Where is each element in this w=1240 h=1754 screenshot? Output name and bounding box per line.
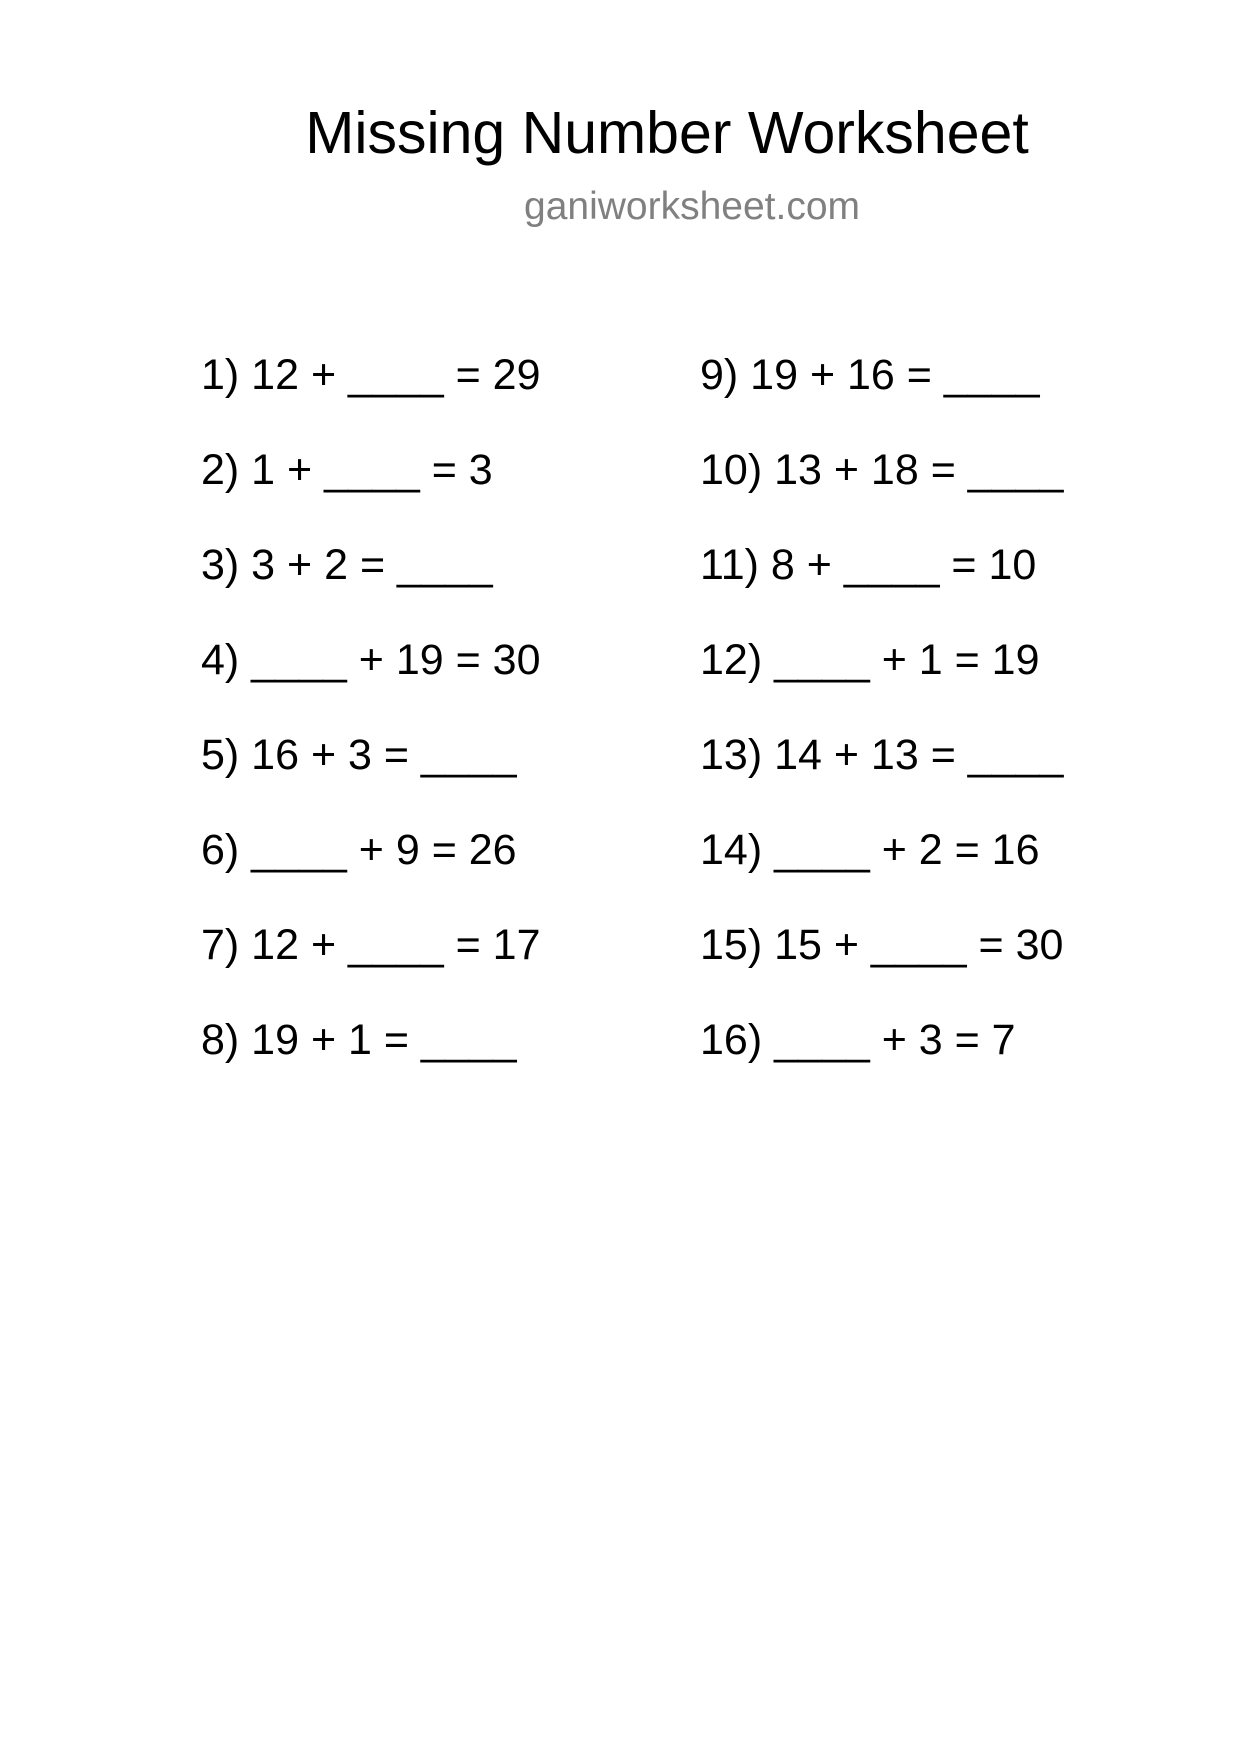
- problem-12: 12) ____ + 1 = 19: [700, 636, 1040, 684]
- problem-8: 8) 19 + 1 = ____: [201, 1016, 517, 1064]
- problem-9: 9) 19 + 16 = ____: [700, 351, 1040, 399]
- website-url: ganiworksheet.com: [524, 185, 860, 228]
- problem-10: 10) 13 + 18 = ____: [700, 446, 1064, 494]
- problem-2: 2) 1 + ____ = 3: [201, 446, 493, 494]
- problem-1: 1) 12 + ____ = 29: [201, 351, 541, 399]
- worksheet-title: Missing Number Worksheet: [305, 100, 1029, 166]
- problem-13: 13) 14 + 13 = ____: [700, 731, 1064, 779]
- problems-column-right: [700, 351, 1064, 1114]
- problem-11: 11) 8 + ____ = 10: [700, 541, 1037, 589]
- problem-16: 16) ____ + 3 = 7: [700, 1016, 1016, 1064]
- problem-6: 6) ____ + 9 = 26: [201, 826, 517, 874]
- problem-7: 7) 12 + ____ = 17: [201, 921, 541, 969]
- problems-column-left: [201, 351, 541, 1114]
- problem-15: 15) 15 + ____ = 30: [700, 921, 1064, 969]
- problem-4: 4) ____ + 19 = 30: [201, 636, 541, 684]
- problem-3: 3) 3 + 2 = ____: [201, 541, 493, 589]
- problem-14: 14) ____ + 2 = 16: [700, 826, 1040, 874]
- problem-5: 5) 16 + 3 = ____: [201, 731, 517, 779]
